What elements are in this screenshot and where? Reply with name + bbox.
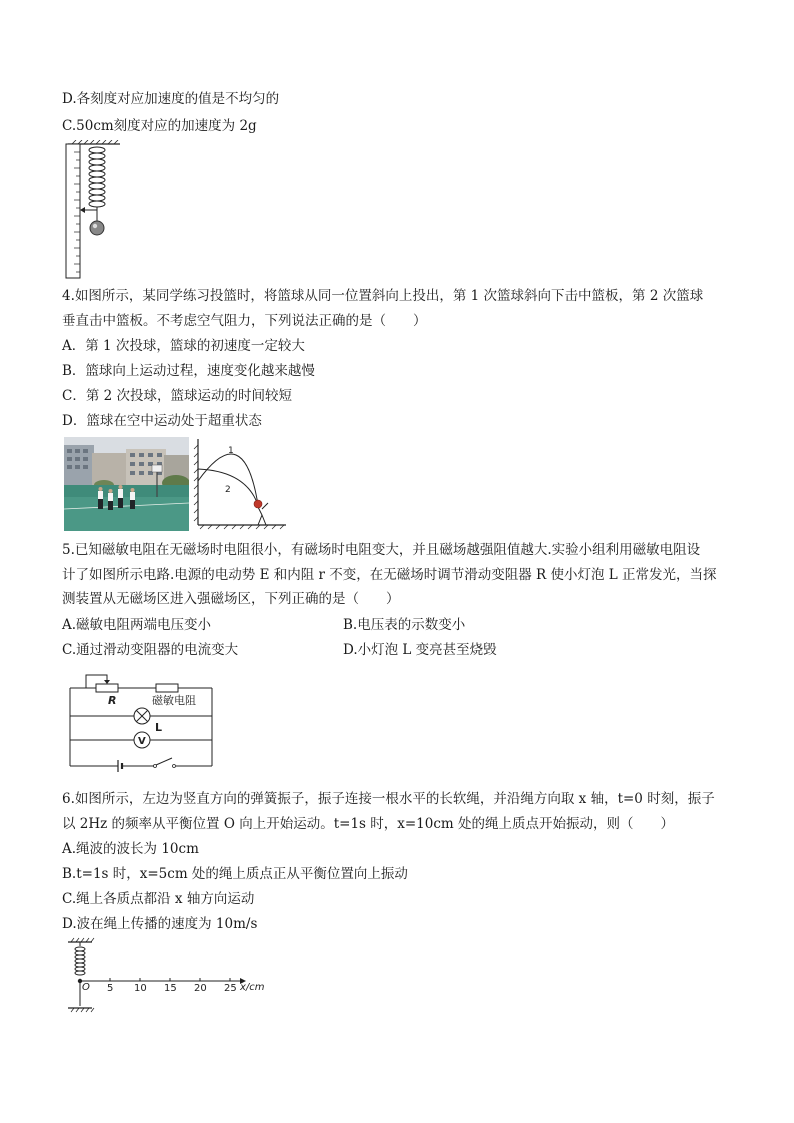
q5-stem-line-3: 测装置从无磁场区进入强磁场区，下列正确的是（ ）: [62, 591, 400, 607]
voltmeter-label: V: [138, 736, 146, 747]
axis-tick-label: 10: [134, 983, 147, 994]
q4-option-d: D．篮球在空中运动处于超重状态: [62, 413, 262, 429]
axis-origin-label: O: [82, 982, 90, 993]
axis-tick-label: 5: [107, 983, 114, 994]
q4-stem-line-2: 垂直击中篮板。不考虑空气阻力，下列说法正确的是（ ）: [62, 313, 427, 329]
axis-unit-label: x/cm: [240, 982, 265, 993]
trajectory-label-1: 1: [228, 446, 234, 456]
q6-option-c: C.绳上各质点都沿 x 轴方向运动: [62, 891, 255, 907]
trajectory-label-2: 2: [225, 485, 231, 495]
q3-option-d: D.各刻度对应加速度的值是不均匀的: [62, 91, 280, 107]
trajectory-diagram: [192, 437, 288, 531]
spring-oscillator-axis-figure: [64, 936, 274, 1016]
lamp-label: L: [155, 721, 163, 734]
q3-option-c: C.50cm刻度对应的加速度为 2g: [62, 118, 257, 134]
axis-tick-label: 25: [224, 983, 237, 994]
q4-option-a: A．第 1 次投球，篮球的初速度一定较大: [62, 338, 305, 354]
q5-option-b: B.电压表的示数变小: [343, 617, 466, 633]
q5-option-c: C.通过滑动变阻器的电流变大: [62, 642, 239, 658]
axis-tick-label: 20: [194, 983, 207, 994]
rheostat-label: R: [108, 694, 117, 707]
basketball-court-photo: [64, 437, 189, 531]
q4-stem-line-1: 4.如图所示，某同学练习投篮时，将篮球从同一位置斜向上投出，第 1 次篮球斜向下击中篮板，第 2 次篮球: [62, 288, 704, 304]
q6-option-a: A.绳波的波长为 10cm: [62, 841, 199, 857]
q5-option-d: D.小灯泡 L 变亮甚至烧毁: [343, 642, 497, 658]
q5-stem-line-2: 计了如图所示电路.电源的电动势 E 和内阻 r 不变，在无磁场时调节滑动变阻器 R 使小灯泡 L 正常发光，当探: [62, 567, 717, 583]
circuit-diagram: [64, 670, 224, 780]
q4-option-b: B．篮球向上运动过程，速度变化越来越慢: [62, 363, 315, 379]
magnetoresistor-label: 磁敏电阻: [152, 694, 196, 707]
q5-option-a: A.磁敏电阻两端电压变小: [62, 617, 212, 633]
q6-option-b: B.t=1s 时，x=5cm 处的绳上质点正从平衡位置向上振动: [62, 866, 408, 882]
q4-option-c: C．第 2 次投球，篮球运动的时间较短: [62, 388, 293, 404]
q5-stem-line-1: 5.已知磁敏电阻在无磁场时电阻很小，有磁场时电阻变大，并且磁场越强阻值越大.实验小组利用磁敏电阻设: [62, 542, 701, 558]
axis-tick-label: 15: [164, 983, 177, 994]
q6-stem-line-1: 6.如图所示，左边为竖直方向的弹簧振子，振子连接一根水平的长软绳，并沿绳方向取 x 轴，t=0 时刻，振子: [62, 791, 715, 807]
q6-stem-line-2: 以 2Hz 的频率从平衡位置 O 向上开始运动。t=1s 时，x=10cm 处的绳上质点开始振动，则（ ）: [62, 816, 675, 832]
q6-option-d: D.波在绳上传播的速度为 10m/s: [62, 916, 258, 932]
spring-ruler-figure: [64, 140, 124, 280]
